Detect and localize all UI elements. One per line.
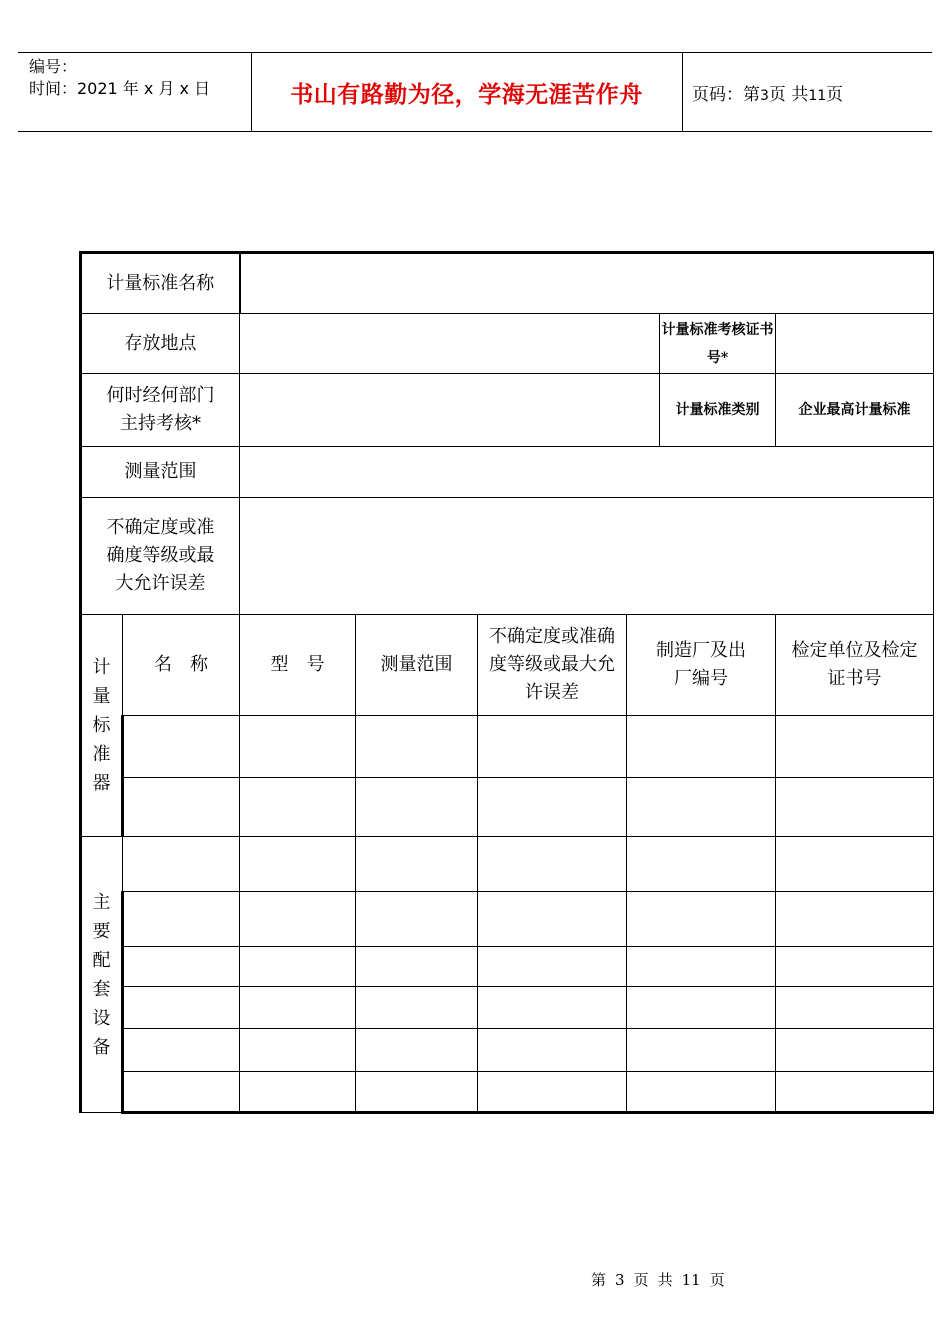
table-row xyxy=(81,1072,934,1113)
auxiliary-equipment-section-label: 主要配套设备 xyxy=(81,837,123,1113)
table-cell[interactable] xyxy=(776,947,934,987)
table-cell[interactable] xyxy=(627,1029,776,1072)
column-header-manufacturer: 制造厂及出厂编号 xyxy=(627,615,776,716)
table-cell[interactable] xyxy=(356,778,478,837)
certificate-number-label: 计量标准考核证书号* xyxy=(660,314,776,374)
assessment-label: 何时经何部门主持考核* xyxy=(81,374,240,447)
table-cell[interactable] xyxy=(356,987,478,1029)
uncertainty-label: 不确定度或准确度等级或最大允许误差 xyxy=(81,498,240,615)
table-row xyxy=(81,892,934,947)
table-cell[interactable] xyxy=(240,778,356,837)
table-cell[interactable] xyxy=(356,716,478,778)
table-cell[interactable] xyxy=(776,892,934,947)
category-label: 计量标准类别 xyxy=(660,374,776,447)
measuring-range-label: 测量范围 xyxy=(81,447,240,498)
table-cell[interactable] xyxy=(356,1072,478,1113)
category-value[interactable]: 企业最高计量标准 xyxy=(776,374,934,447)
table-cell[interactable] xyxy=(123,1072,240,1113)
table-cell[interactable] xyxy=(240,987,356,1029)
table-cell[interactable] xyxy=(776,716,934,778)
table-row xyxy=(81,716,934,778)
table-cell[interactable] xyxy=(240,716,356,778)
table-cell[interactable] xyxy=(356,892,478,947)
table-cell[interactable] xyxy=(240,1029,356,1072)
table-cell[interactable] xyxy=(123,778,240,837)
table-cell[interactable] xyxy=(240,1072,356,1113)
table-cell[interactable] xyxy=(240,947,356,987)
table-cell[interactable] xyxy=(776,837,934,892)
document-number-label: 编号： xyxy=(29,57,78,76)
instruments-header-row xyxy=(81,615,934,716)
column-header-calibration: 检定单位及检定证书号 xyxy=(776,615,934,716)
table-cell[interactable] xyxy=(240,892,356,947)
table-cell[interactable] xyxy=(478,1072,627,1113)
table-row xyxy=(81,1029,934,1072)
table-cell[interactable] xyxy=(356,947,478,987)
measurement-standard-form xyxy=(79,251,934,1114)
table-cell[interactable] xyxy=(478,837,627,892)
table-cell[interactable] xyxy=(478,716,627,778)
column-header-uncertainty: 不确定度或准确度等级或最大允许误差 xyxy=(478,615,627,716)
table-cell[interactable] xyxy=(478,987,627,1029)
table-cell[interactable] xyxy=(356,837,478,892)
motto-text: 书山有路勤为径，学海无涯苦作舟 xyxy=(290,81,643,108)
table-cell[interactable] xyxy=(776,1072,934,1113)
form-row-assessment xyxy=(81,374,934,447)
page-header xyxy=(18,52,932,132)
column-header-name: 名 称 xyxy=(123,615,240,716)
certificate-number-field[interactable] xyxy=(776,314,934,374)
standard-name-label: 计量标准名称 xyxy=(81,253,240,314)
header-motto-cell xyxy=(251,53,683,131)
table-cell[interactable] xyxy=(123,1029,240,1072)
table-cell[interactable] xyxy=(123,837,240,892)
column-header-range: 测量范围 xyxy=(356,615,478,716)
table-cell[interactable] xyxy=(776,778,934,837)
standard-instruments-section-label: 计量标准器 xyxy=(81,615,123,837)
table-cell[interactable] xyxy=(627,837,776,892)
storage-location-label: 存放地点 xyxy=(81,314,240,374)
table-cell[interactable] xyxy=(123,947,240,987)
table-cell[interactable] xyxy=(776,1029,934,1072)
table-cell[interactable] xyxy=(478,892,627,947)
table-row xyxy=(81,837,934,892)
page-indicator: 页码：第3页 共11页 xyxy=(692,84,844,105)
table-row xyxy=(81,987,934,1029)
header-meta-cell xyxy=(18,53,252,131)
table-cell[interactable] xyxy=(627,1072,776,1113)
column-header-model: 型 号 xyxy=(240,615,356,716)
form-row-standard-name xyxy=(81,253,934,314)
form-row-uncertainty xyxy=(81,498,934,615)
table-cell[interactable] xyxy=(627,947,776,987)
table-cell[interactable] xyxy=(776,987,934,1029)
table-cell[interactable] xyxy=(123,892,240,947)
table-cell[interactable] xyxy=(478,947,627,987)
table-cell[interactable] xyxy=(123,987,240,1029)
table-row xyxy=(81,778,934,837)
table-cell[interactable] xyxy=(627,716,776,778)
measuring-range-field[interactable] xyxy=(240,447,934,498)
page-footer: 第 3 页 共 11 页 xyxy=(591,1271,725,1289)
assessment-field[interactable] xyxy=(240,374,660,447)
uncertainty-field[interactable] xyxy=(240,498,934,615)
document-date: 时间：2021 年 x 月 x 日 xyxy=(29,79,211,98)
table-cell[interactable] xyxy=(478,1029,627,1072)
storage-location-field[interactable] xyxy=(240,314,660,374)
table-row xyxy=(81,947,934,987)
table-cell[interactable] xyxy=(627,987,776,1029)
table-cell[interactable] xyxy=(627,892,776,947)
standard-name-field[interactable] xyxy=(240,253,934,314)
header-page-cell xyxy=(682,53,932,131)
table-cell[interactable] xyxy=(627,778,776,837)
table-cell[interactable] xyxy=(356,1029,478,1072)
table-cell[interactable] xyxy=(123,716,240,778)
table-cell[interactable] xyxy=(240,837,356,892)
form-row-measuring-range xyxy=(81,447,934,498)
form-row-storage-location xyxy=(81,314,934,374)
table-cell[interactable] xyxy=(478,778,627,837)
